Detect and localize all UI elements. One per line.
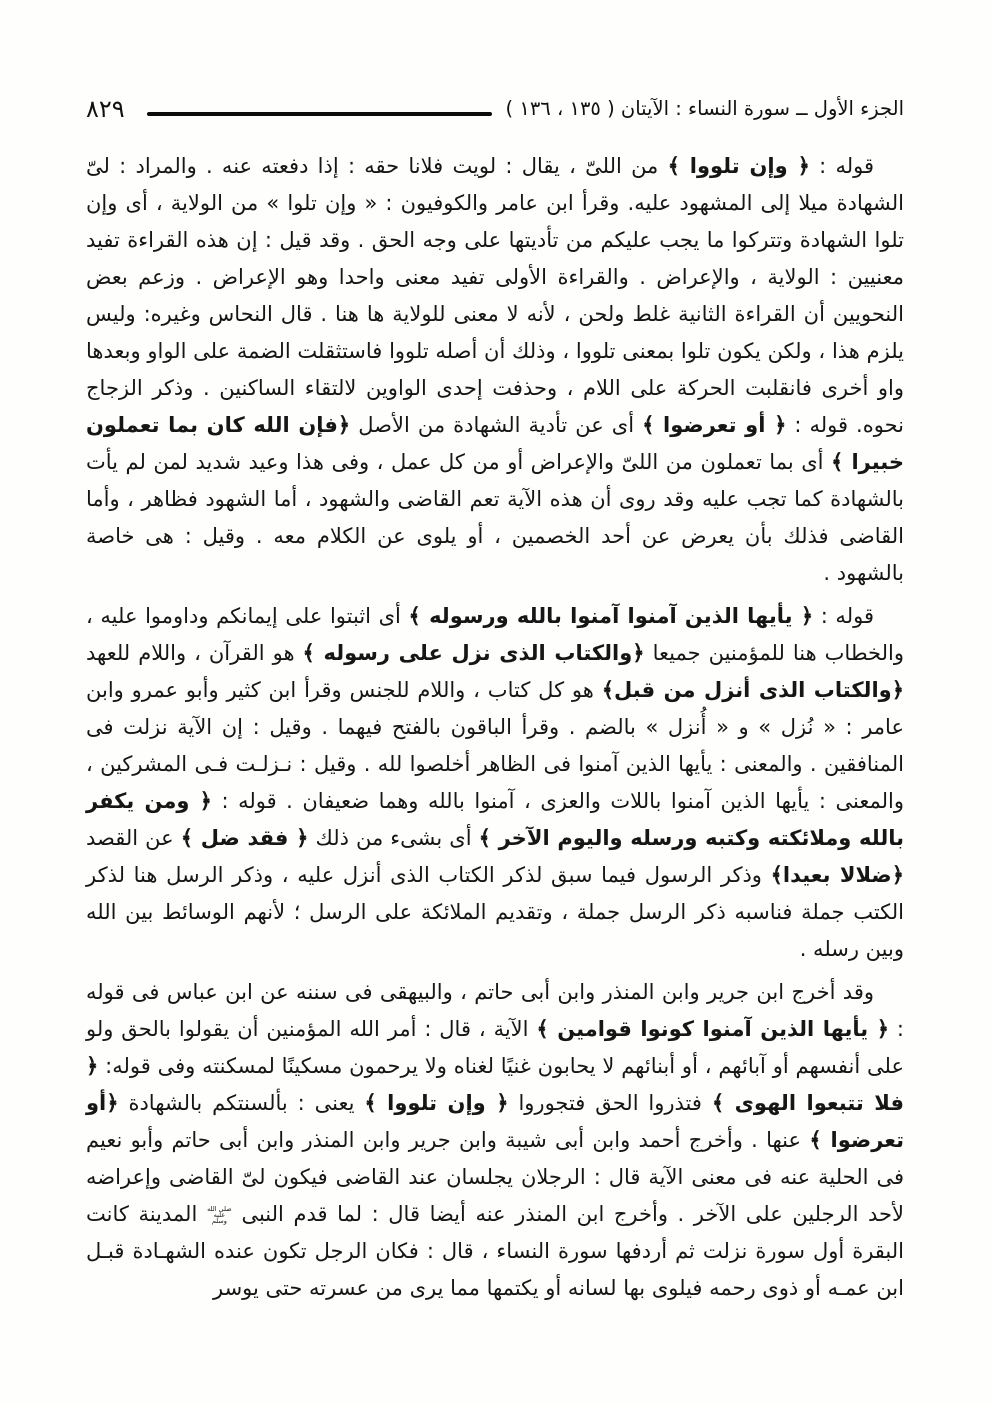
text-run: عنها . وأخرج أحمد وابن أبى شيبة وابن جرير وابن المنذر وابن أبى حاتم وأبو نعيم فى الحلية عنه فى معنى الآية قال : الرجلان يجلسان عند القاضى فيكون لىّ القاضى وإعراضه لأحد الرجلين على الآخر . وأخرج ابن المنذر عنه أيضا قال : لما قدم النبى bbox=[86, 1128, 904, 1226]
text-run: فتذروا الحق فتجوروا bbox=[508, 1091, 712, 1115]
text-run: من اللىّ ، يقال : لويت فلانا حقه : إذا دفعته عنه . والمراد : لىّ الشهادة ميلا إلى المشهود عليه. وقرأ ابن عامر والكوفيون : « وإن تلوا » من الولاية ، أى وإن تلوا الشهادة وتتركوا ما يجب عليكم من تأديتها على وجه الحق . وقد قيل : إن هذه القراءة تفيد معنيين : الولاية ، والإعراض . والقراءة الأولى تفيد معنى واحدا وهو الإعراض . وزعم بعض النحويين أن القراءة الثانية غلط ولحن ، لأنه لا معنى للولاية ها هنا . قال النحاس وغيره: وليس يلزم هذا ، ولكن يكون تلوا بمعنى تلووا ، وذلك أن أصله تلووا فاستثقلت الضمة على الواو وبعدها واو أخرى فانقلبت الحركة على اللام ، وحذفت إحدى الواوين لالتقاء الساكنين . وذكر الزجاج نحوه. قوله : bbox=[86, 154, 904, 437]
paragraph bbox=[86, 974, 904, 1307]
text-run: هو كل كتاب ، واللام للجنس وقرأ ابن كثير وأبو عمرو وابن عامر : « نُزل » و « أُنزل » بالضم . وقرأ الباقون بالفتح فيهما . وقيل : إن الآية نزلت فى المنافقين . والمعنى : يأيها الذين آمنوا فى الظاهر أخلصوا لله . وقيل : نـزلـت فـى المشركين ، والمعنى : يأيها الذين آمنوا باللات والعزى ، آمنوا بالله وهما ضعيفان . قوله : bbox=[86, 678, 905, 813]
body-text bbox=[86, 148, 904, 1313]
text-run: هو القرآن ، واللام للعهد bbox=[86, 641, 303, 665]
salawat-mark: صلى الله عليه وسلم bbox=[207, 1205, 232, 1225]
header-rule bbox=[147, 112, 492, 116]
text-run: الآية ، قال : أمر الله المؤمنين أن يقولوا بالحق ولو على أنفسهم أو آبائهم ، أو أبنائهم لا يحابون غنيًا لغناه ولا يرحمون مسكينًا لمسكنته وفى قوله: bbox=[86, 1017, 904, 1078]
quran-quote: ﴿ يأيها الذين آمنوا كونوا قوامين ﴾ bbox=[536, 1017, 890, 1041]
quran-quote: ﴿فإن الله كان بما تعملون خبيرا ﴾ bbox=[86, 413, 904, 474]
quran-quote: ﴿ فلا تتبعوا الهوى ﴾ bbox=[86, 1054, 905, 1115]
paragraph bbox=[86, 148, 904, 592]
paragraph bbox=[86, 598, 904, 968]
page-number: ٨٢٩ bbox=[86, 95, 125, 123]
text-run: قوله : bbox=[813, 604, 874, 628]
quran-quote: ﴿ ومن يكفر بالله وملائكته وكتبه ورسله واليوم الآخر ﴾ bbox=[86, 789, 904, 850]
text-run: يعنى : بألسنتكم بالشهادة bbox=[118, 1091, 365, 1115]
text-run: أى اثبتوا على إيمانكم وداوموا عليه ، والخطاب هنا للمؤمنين جميعا bbox=[86, 604, 904, 665]
quran-quote: ﴿ يأيها الذين آمنوا آمنوا بالله ورسوله ﴾ bbox=[408, 604, 814, 628]
text-run: المدينة كانت البقرة أول سورة نزلت ثم أردفها سورة النساء ، قال : فكان الرجل تكون عنده الشهـادة قبـل ابن عمـه أو ذوى رحمه فيلوى بها لسانه أو يكتمها مما يرى من عسرته حتى يوسر bbox=[86, 1202, 904, 1300]
text-run: عن القصد bbox=[86, 826, 181, 850]
quran-quote: ﴿ضلالا بعيدا﴾ bbox=[770, 863, 904, 887]
quran-quote: ﴿ وإن تلووا ﴾ bbox=[667, 154, 810, 178]
quran-quote: ﴿ أو تعرضوا ﴾ bbox=[642, 413, 787, 437]
page-header bbox=[86, 94, 904, 124]
text-run: أى بشىء من ذلك bbox=[308, 826, 479, 850]
text-run: أى عن تأدية الشهادة من الأصل bbox=[350, 413, 643, 437]
text-run: أى بما تعملون من اللىّ والإعراض أو من كل عمل ، وفى هذا وعيد شديد لمن لم يأت بالشهادة كما تجب عليه وقد روى أن هذه الآية تعم القاضى والشهود ، أما الشهود فظاهر ، وأما القاضى فذلك بأن يعرض عن أحد الخصمين ، أو يلوى عن الكلام معه . وقيل : هى خاصة بالشهود . bbox=[86, 450, 904, 585]
text-run: وقد أخرج ابن جرير وابن المنذر وابن أبى حاتم ، والبيهقى فى سننه عن ابن عباس فى قوله : bbox=[86, 980, 904, 1041]
quran-quote: ﴿والكتاب الذى نزل على رسوله ﴾ bbox=[302, 641, 645, 665]
text-run: قوله : bbox=[809, 154, 875, 178]
quran-quote: ﴿ فقد ضل ﴾ bbox=[180, 826, 309, 850]
quran-quote: ﴿ وإن تلووا ﴾ bbox=[364, 1091, 509, 1115]
text-run: وذكر الرسول فيما سبق لذكر الكتاب الذى أنزل عليه ، وذكر الرسل هنا لذكر الكتب جملة فناسبه ذكر الرسل جملة ، وتقديم الملائكة على الرسل ؛ لأنهم الوسائط بين الله وبين رسله . bbox=[86, 863, 904, 961]
header-title: الجزء الأول ــ سورة النساء : الآيتان ( ١٣٥ ، ١٣٦ ) bbox=[505, 97, 904, 120]
quran-quote: ﴿أو تعرضوا ﴾ bbox=[86, 1091, 905, 1152]
quran-quote: ﴿والكتاب الذى أنزل من قبل﴾ bbox=[601, 678, 905, 702]
